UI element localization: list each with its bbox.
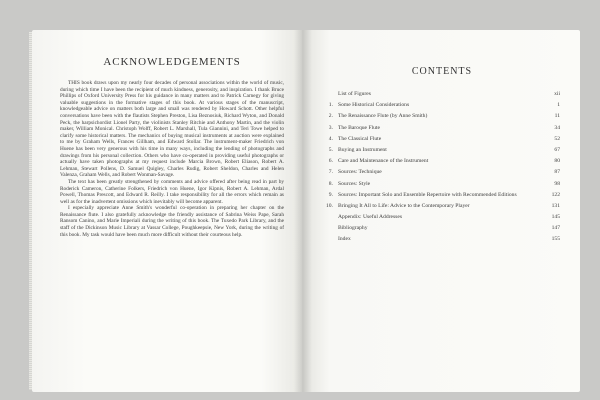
open-book (32, 30, 580, 392)
toc-entry (324, 125, 560, 132)
toc-entry (324, 102, 560, 109)
toc-title: Bringing It All to Life: Advice to the Contemporary Player (338, 202, 470, 209)
contents-list (324, 91, 560, 243)
toc-title: Buying an Instrument (338, 146, 387, 153)
toc-number: 7. (328, 169, 333, 176)
toc-page: 147 (551, 225, 560, 232)
toc-title: Sources: Style (338, 180, 371, 187)
toc-page: 11 (554, 113, 560, 120)
toc-number: 5. (328, 146, 333, 153)
toc-title: Sources: Important Solo and Ensemble Repertoire with Recommended Editions (338, 191, 517, 198)
toc-entry (324, 158, 560, 165)
toc-title: Bibliography (338, 225, 368, 232)
toc-entry (324, 203, 560, 210)
toc-page: 145 (551, 214, 560, 221)
toc-title: Sources: Technique (338, 169, 382, 176)
toc-page: 87 (554, 169, 560, 176)
toc-entry (324, 225, 560, 232)
toc-title: The Renaissance Flute (by Anne Smith) (338, 113, 428, 120)
toc-title: Appendix: Useful Addresses (338, 214, 403, 221)
toc-page: 80 (554, 158, 560, 165)
toc-page: 155 (551, 236, 560, 243)
toc-number: 4. (328, 135, 333, 142)
toc-page: 98 (554, 180, 560, 187)
right-page (302, 30, 580, 392)
acknowledgements-heading: ACKNOWLEDGEMENTS (103, 56, 241, 68)
toc-page: 122 (551, 191, 560, 198)
contents-heading: CONTENTS (411, 66, 473, 77)
toc-entry (324, 113, 560, 120)
toc-page: 52 (554, 135, 560, 142)
toc-entry (324, 214, 560, 221)
toc-page: 67 (554, 146, 560, 153)
toc-page: xii (554, 91, 560, 97)
toc-number: 2. (328, 113, 333, 120)
toc-entry (324, 192, 560, 199)
toc-title: List of Figures (338, 91, 371, 97)
toc-number: 3. (328, 124, 333, 131)
toc-entry (324, 147, 560, 154)
toc-number: 6. (328, 158, 333, 165)
toc-title: The Classical Flute (338, 135, 382, 142)
toc-number: 1. (328, 102, 333, 109)
left-page (32, 30, 302, 392)
toc-page: 34 (554, 124, 560, 131)
toc-entry (324, 91, 560, 98)
toc-entry (324, 236, 560, 243)
toc-entry (324, 181, 560, 188)
toc-entry (324, 169, 560, 176)
toc-number: 10. (326, 202, 333, 209)
toc-title: Some Historical Considerations (338, 102, 410, 109)
toc-number: 8. (328, 180, 333, 187)
toc-title: Index (338, 236, 351, 243)
book-gutter (294, 30, 312, 392)
ack-paragraph-3: I especially appreciate Anne Smith's wonderful co-operation in preparing her chapter on the Renaissance flute. I also gratefully acknowledge the friendly assistance of Sabrina Weiss Pape, Sarah Ransom Canino, and Marie Imperiali during the writing of this book. The Tuxedo Park Library, and the staff of the Dickinson Music Library at Vassar College, Poughkeepsie, New York, during the writing of this book. My task would have been much more difficult without their courteous help. (60, 205, 284, 238)
toc-number: 9. (328, 191, 333, 198)
ack-paragraph-2: The text has been greatly strengthened by comments and advice offered after being read in part by Roderick Cameron, Catherine Folkers, Friedrich von Huene, Igor Kipnis, Robert A. Lehman, Ardal Powell, Thomas Prescott, and Edward R. Reilly. I take responsibility for all the errors which remain as well as for the inadvertent omissions which inevitably will become apparent. (60, 178, 284, 205)
toc-page: 131 (551, 202, 560, 209)
toc-entry (324, 136, 560, 143)
ack-paragraph-1: THIS book draws upon my nearly four decades of personal associations within the world of music, during which time I have been the recipient of much kindness, generosity, and inspiration. I thank Bruce Phillips of Oxford University Press for his guidance in many matters and to Patrick Carnegy for giving valuable suggestions in the formative stages of this book. At various stages of the manuscript, knowledgeable advice on matters both large and small was rendered by Howard Schott. Other helpful conversations have been with the flautists Stephen Preston, Lisa Beznosiuk, Richard Wyton, and Donald Peck, the harpsichordist Lionel Party, the violinists Stanley Ritchie and Anthony Martin, and the violin maker, William Monical. Christoph Wolff, Robert L. Marshall, Tula Giannini, and Teri Towe helped to clarify some historical matters. The mechanics of buying musical instruments at auction were explained to me by Graham Wells, Frances Gillham, and Edward Stollar. The instrument-maker Friedrich von Huene has been very generous with his time in many ways, including the lending of photographs and drawings from his personal collection. Others who have co-operated in providing useful photographs or actually have taken photographs at my request include Marcia Brown, Robert Eliason, Robert A. Lehman, Stewart Pollens, D. Samuel Quigley, Charles Rudig, Robert Sheldon, Charles and Helen Valenza, Graham Wells, and Robert Wonman-Savage. (60, 80, 284, 179)
toc-page: 1 (557, 102, 560, 109)
toc-title: The Baroque Flute (338, 124, 380, 131)
toc-title: Care and Maintenance of the Instrument (338, 158, 429, 165)
acknowledgements-text (60, 80, 284, 238)
